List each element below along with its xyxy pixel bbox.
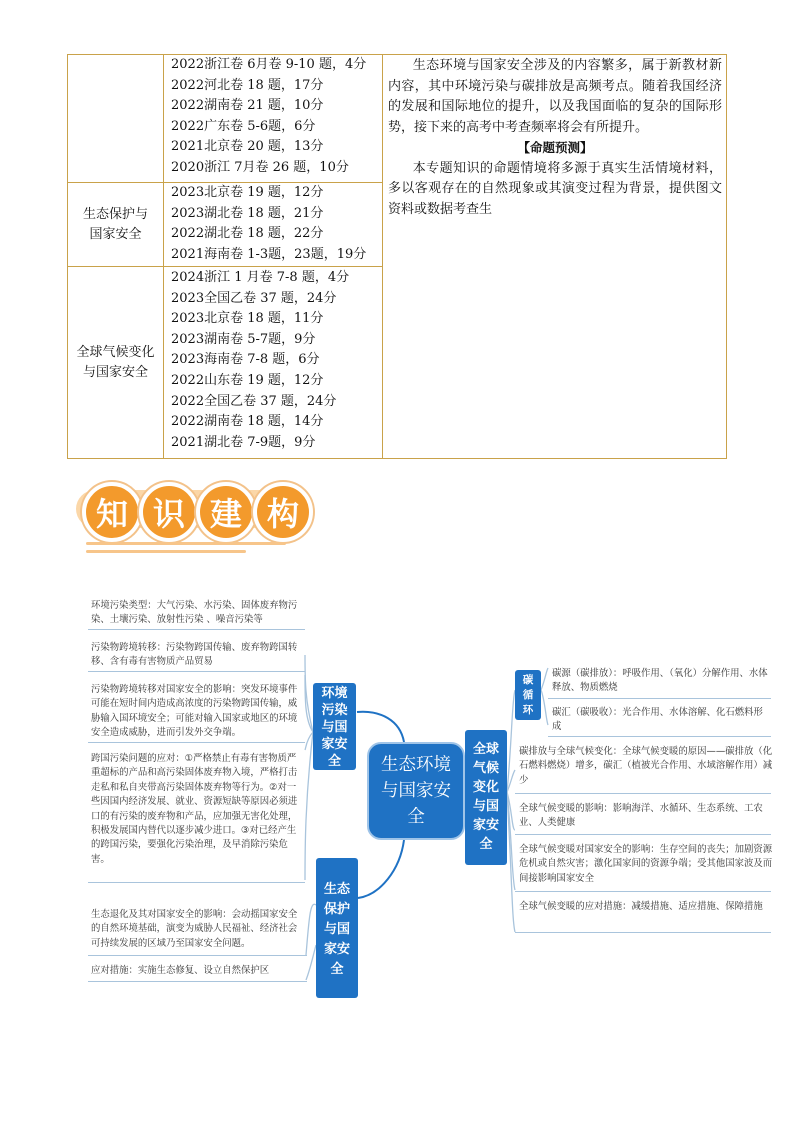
note-heading: 【命题预测】 bbox=[517, 140, 593, 155]
leaf-pollution-transfer: 污染物跨境转移：污染物跨国传输、废弃物跨国转移、含有毒有害物质产品贸易 bbox=[91, 642, 298, 668]
node-ecology-protection bbox=[316, 858, 358, 998]
exam-item: 2023全国乙卷 37 题，24分 bbox=[171, 290, 337, 306]
leaf-transfer-impact: 污染物跨境转移对国家安全的影响：突发环境事件可能在短时间内造成高浓度的污染物跨国传输，威胁输入国环境安全；可能对输入国家或地区的环境安全造成威胁，进而引发外交争端。 bbox=[91, 684, 298, 739]
banner-char: 知 bbox=[82, 482, 142, 542]
exam-item: 2022浙江卷 6月卷 9-10 题，4分 bbox=[171, 57, 367, 72]
banner-char: 识 bbox=[139, 482, 199, 542]
leaf-pollution-types: 环境污染类型：大气污染、水污染、固体废弃物污染、土壤污染、放射性污染 、噪音污染等 bbox=[91, 600, 298, 626]
node-climate-change bbox=[465, 730, 507, 865]
exam-item: 2021北京卷 20 题，13分 bbox=[171, 139, 324, 155]
leaf-warming-measures: 全球气候变暖的应对措施：减缓措施、适应措施、保障措施 bbox=[519, 901, 763, 912]
leaf-underline bbox=[515, 793, 771, 794]
exam-item: 2021湖北卷 7-9题，9分 bbox=[171, 434, 316, 450]
exam-item: 2024浙江 1 月卷 7-8 题，4分 bbox=[171, 270, 350, 285]
exam-item: 2022山东卷 19 题，12分 bbox=[171, 372, 324, 388]
exam-item: 2021海南卷 1-3题，23题，19分 bbox=[171, 246, 367, 262]
banner-char: 建 bbox=[196, 482, 256, 542]
leaf-underline bbox=[88, 671, 305, 672]
leaf-underline bbox=[88, 981, 307, 982]
note-paragraph: 生态环境与国家安全涉及的内容繁多，属于新教材新内容，其中环境污染与碳排放是高频考点。随着我国经济的发展和国际地位的提升，以及我国面临的复杂的国际形势，接下来的高考中考查频率将会有所提升。 bbox=[388, 58, 722, 135]
mindmap-center-node bbox=[367, 742, 465, 840]
node-label: 碳循环 bbox=[522, 674, 534, 716]
leaf-carbon-source: 碳源（碳排放）：呼吸作用、（氧化）分解作用、水体释放、物质燃烧 bbox=[552, 668, 768, 694]
note-paragraph: 本专题知识的命题情境将多源于真实生活情境材料，多以客观存在的自然现象或其演变过程为背景，提供图文资料或数据考查生 bbox=[388, 160, 722, 217]
exam-item: 2020浙江 7月卷 26 题，10分 bbox=[171, 159, 349, 175]
node-carbon-cycle bbox=[515, 670, 541, 720]
leaf-underline bbox=[515, 891, 771, 892]
node-label: 生态保护与国家安全 bbox=[323, 882, 350, 977]
category-label: 全球气候变化与国家安全 bbox=[76, 345, 155, 380]
exam-item: 2023湖南卷 5-7题，9分 bbox=[171, 331, 316, 347]
leaf-underline bbox=[88, 742, 305, 743]
node-label: 环境污染与国家安全 bbox=[321, 686, 348, 769]
exam-item: 2022湖北卷 18 题，22分 bbox=[171, 226, 324, 242]
banner-char: 构 bbox=[253, 482, 313, 542]
leaf-ecology-measures: 应对措施：实施生态修复、设立自然保护区 bbox=[91, 965, 270, 976]
leaf-underline bbox=[515, 834, 771, 835]
exam-item: 2022湖南卷 18 题，14分 bbox=[171, 414, 324, 430]
leaf-underline bbox=[88, 882, 305, 883]
exam-item: 2022河北卷 18 题，17分 bbox=[171, 77, 324, 93]
exam-item: 2022全国乙卷 37 题，24分 bbox=[171, 393, 337, 409]
leaf-underline bbox=[548, 736, 771, 737]
leaf-ecological-degradation: 生态退化及其对国家安全的影响：会动摇国家安全的自然环境基础，演变为威胁人民福祉、经济社会可持续发展的区域乃至国家安全问题。 bbox=[91, 909, 298, 949]
leaf-carbon-emission-climate: 碳排放与全球气候变化：全球气候变暖的原因——碳排放（化石燃料燃烧）增多，碳汇（植被光合作用、水域溶解作用）减少 bbox=[519, 746, 773, 786]
center-label: 生态环境与国家安全 bbox=[381, 755, 451, 827]
leaf-underline bbox=[548, 698, 771, 699]
leaf-carbon-sink: 碳汇（碳吸收）：光合作用、水体溶解、化石燃料形成 bbox=[552, 707, 763, 733]
exam-item: 2023北京卷 19 题，12分 bbox=[171, 185, 324, 200]
exam-item: 2022广东卷 5-6题，6分 bbox=[171, 118, 316, 134]
category-label: 生态保护与国家安全 bbox=[82, 206, 148, 242]
leaf-underline bbox=[515, 932, 771, 933]
node-environment-pollution bbox=[313, 683, 356, 770]
leaf-warming-security: 全球气候变暖对国家安全的影响：生存空间的丧失；加剧资源危机或自然灾害；激化国家间的资源争端；受其他国家波及而间接影响国家安全 bbox=[519, 844, 773, 884]
exam-item: 2023北京卷 18 题，11分 bbox=[171, 311, 324, 327]
node-label: 全球气候变化与国家安全 bbox=[472, 742, 499, 852]
leaf-cross-border-response: 跨国污染问题的应对：①严格禁止有毒有害物质严重超标的产品和高污染固体废弃物入境，严格打击走私和私自夹带高污染固体废弃物等行为。②对一些因国内经济发展、就业、资源短缺等原因必须进口的有污染的废弃物和产品，应加强无害化处理，积极发展国内替代以逐步减少进口。③对已经产生的跨国污染，要强化污染治理，及早消除污染危害。 bbox=[91, 753, 298, 865]
exam-item: 2023海南卷 7-8 题，6分 bbox=[171, 352, 320, 368]
exam-item: 2023湖北卷 18 题，21分 bbox=[171, 205, 324, 221]
leaf-warming-impact: 全球气候变暖的影响：影响海洋、水循环、生态系统、工农业、人类健康 bbox=[519, 803, 763, 829]
exam-item: 2022湖南卷 21 题，10分 bbox=[171, 98, 324, 114]
connector bbox=[358, 840, 404, 898]
connector bbox=[357, 712, 404, 742]
leaf-underline bbox=[88, 955, 307, 956]
leaf-underline bbox=[88, 629, 305, 630]
